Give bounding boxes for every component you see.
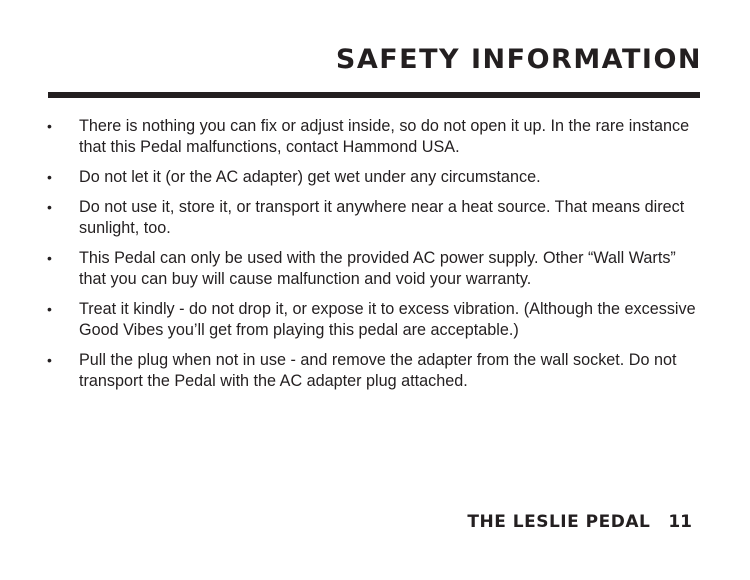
- bullet-icon: •: [47, 250, 52, 266]
- list-item-text: Treat it kindly - do not drop it, or expose it to excess vibration. (Although the excessive Good Vibes you’ll get from playing this pedal are acceptable.): [79, 300, 696, 339]
- list-item: [47, 167, 699, 188]
- bullet-icon: •: [47, 169, 52, 185]
- bullet-icon: •: [47, 301, 52, 317]
- list-item-text: Do not use it, store it, or transport it anywhere near a heat source. That means direct sunlight, too.: [79, 198, 685, 237]
- safety-list: [47, 116, 699, 401]
- list-item: [47, 248, 699, 290]
- bullet-icon: •: [47, 118, 52, 134]
- list-item-text: This Pedal can only be used with the provided AC power supply. Other “Wall Warts” that you can buy will cause malfunction and void your warranty.: [79, 249, 676, 288]
- footer-title: THE LESLIE PEDAL: [467, 512, 651, 532]
- bullet-icon: •: [47, 352, 52, 368]
- list-item-text: Do not let it (or the AC adapter) get wet under any circumstance.: [79, 168, 541, 186]
- bullet-icon: •: [47, 199, 52, 215]
- list-item: [47, 299, 699, 341]
- page-number: 11: [668, 512, 692, 532]
- list-item: [47, 197, 699, 239]
- page-title: SAFETY INFORMATION: [335, 44, 702, 75]
- title-divider: [48, 92, 700, 98]
- list-item: [47, 350, 699, 392]
- list-item: [47, 116, 699, 158]
- list-item-text: Pull the plug when not in use - and remove the adapter from the wall socket. Do not transport the Pedal with the AC adapter plug attached.: [79, 351, 677, 390]
- list-item-text: There is nothing you can fix or adjust inside, so do not open it up. In the rare instance that this Pedal malfunctions, contact Hammond USA.: [79, 117, 690, 156]
- page-footer: [467, 512, 692, 532]
